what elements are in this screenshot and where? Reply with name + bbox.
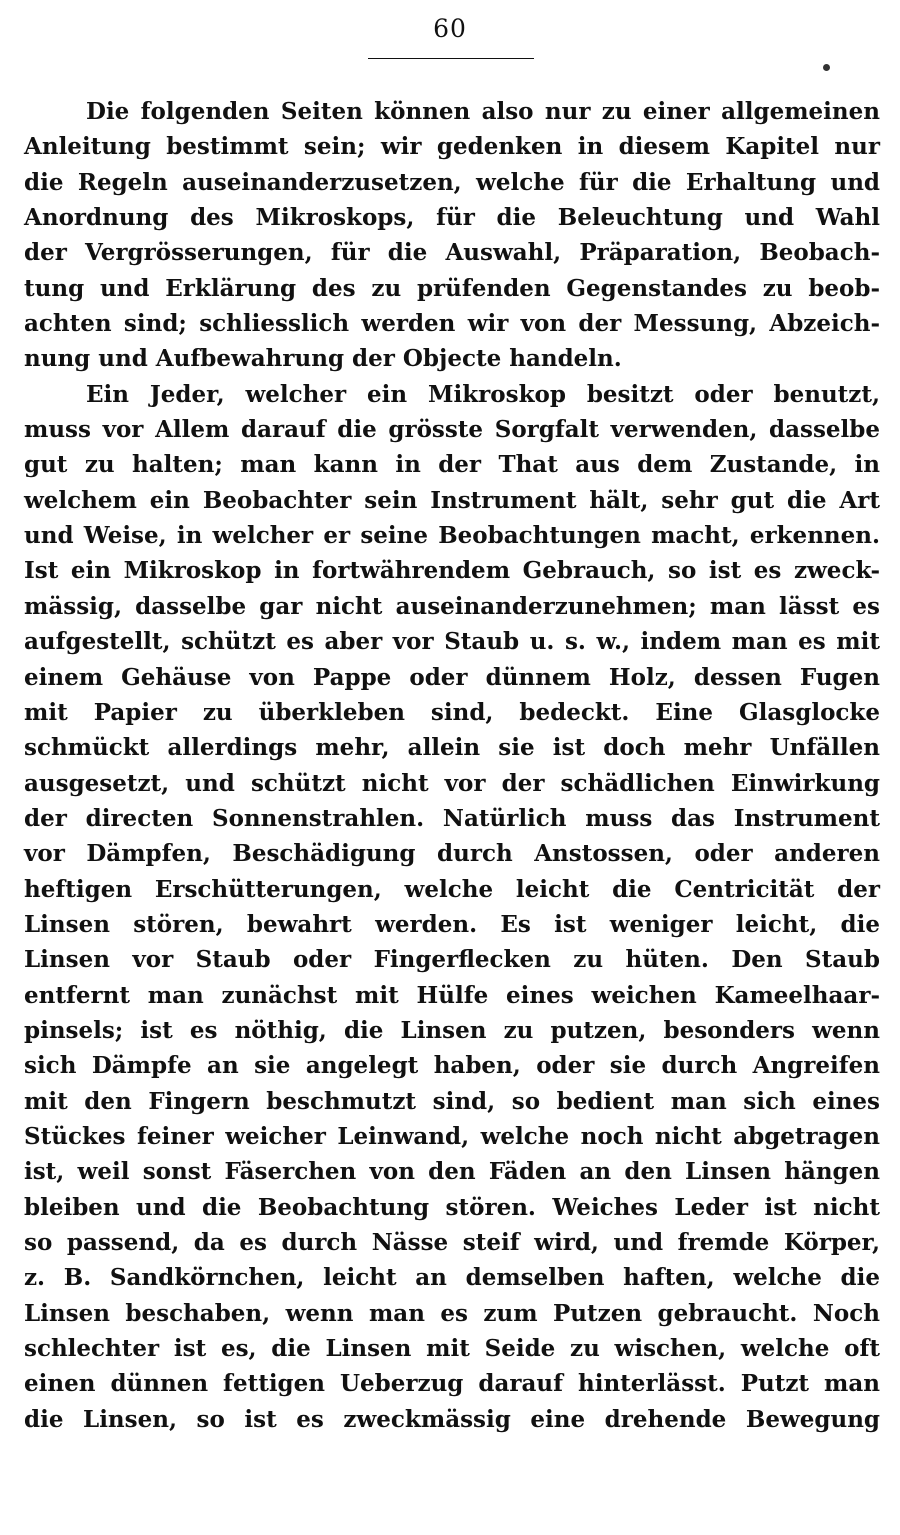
text-line: der directen Sonnenstrahlen. Natürlich muss das Instrument: [24, 804, 880, 832]
text-line: Anordnung des Mikroskops, für die Beleuchtung und Wahl: [24, 204, 880, 232]
text-line: nung und Aufbewahrung der Objecte handeln.: [24, 345, 622, 373]
text-line: bleiben und die Beobachtung stören. Weiches Leder ist nicht: [24, 1193, 880, 1221]
text-line: Linsen stören, bewahrt werden. Es ist weniger leicht, die: [24, 910, 880, 938]
text-line: welchem ein Beobachter sein Instrument hält, sehr gut die Art: [24, 486, 880, 514]
text-line: einen dünnen fettigen Ueberzug darauf hinterlässt. Putzt man: [24, 1370, 880, 1398]
text-line: heftigen Erschütterungen, welche leicht die Centricität der: [24, 875, 880, 903]
text-line: aufgestellt, schützt es aber vor Staub u. s. w., indem man es mit: [24, 628, 880, 656]
body-text: [24, 94, 880, 1437]
text-line: ausgesetzt, und schützt nicht vor der schädlichen Einwirkung: [24, 769, 880, 797]
text-line: z. B. Sandkörnchen, leicht an demselben haften, welche die: [24, 1264, 880, 1292]
text-line: Ist ein Mikroskop in fortwährendem Gebrauch, so ist es zweck-: [24, 557, 880, 585]
page-number: 60: [433, 14, 467, 43]
text-line: Stückes feiner weicher Leinwand, welche noch nicht abgetragen: [24, 1122, 880, 1150]
text-line: Linsen vor Staub oder Fingerflecken zu hüten. Den Staub: [24, 946, 880, 974]
header-rule: [368, 58, 534, 59]
text-line: pinsels; ist es nöthig, die Linsen zu putzen, besonders wenn: [24, 1016, 880, 1044]
text-line: Die folgenden Seiten können also nur zu einer allgemeinen: [86, 98, 880, 125]
text-line: entfernt man zunächst mit Hülfe eines weichen Kameelhaar-: [24, 981, 880, 1009]
text-line: und Weise, in welcher er seine Beobachtungen macht, erkennen.: [24, 522, 880, 550]
text-line: mässig, dasselbe gar nicht auseinanderzunehmen; man lässt es: [24, 592, 880, 620]
text-line: schlechter ist es, die Linsen mit Seide zu wischen, welche oft: [24, 1335, 880, 1363]
text-line: ist, weil sonst Fäserchen von den Fäden an den Linsen hängen: [24, 1158, 880, 1186]
text-line: einem Gehäuse von Pappe oder dünnem Holz, dessen Fugen: [24, 663, 880, 691]
text-line: so passend, da es durch Nässe steif wird, und fremde Körper,: [24, 1229, 880, 1256]
text-line: tung und Erklärung des zu prüfenden Gegenstandes zu beob-: [24, 274, 880, 302]
text-line: Ein Jeder, welcher ein Mikroskop besitzt oder benutzt,: [86, 380, 880, 408]
text-line: sich Dämpfe an sie angelegt haben, oder sie durch Angreifen: [24, 1052, 880, 1080]
ink-speck: [823, 64, 830, 71]
text-line: Linsen beschaben, wenn man es zum Putzen gebraucht. Noch: [24, 1299, 880, 1327]
text-line: mit Papier zu überkleben sind, bedeckt. Eine Glasglocke: [24, 698, 880, 726]
text-line: mit den Fingern beschmutzt sind, so bedient man sich eines: [24, 1087, 880, 1115]
text-line: der Vergrösserungen, für die Auswahl, Präparation, Beobach-: [24, 239, 880, 267]
text-line: schmückt allerdings mehr, allein sie ist doch mehr Unfällen: [24, 734, 880, 762]
text-line: achten sind; schliesslich werden wir von der Messung, Abzeich-: [24, 310, 880, 338]
text-line: die Regeln auseinanderzusetzen, welche für die Erhaltung und: [24, 168, 880, 196]
text-line: die Linsen, so ist es zweckmässig eine drehende Bewegung: [24, 1405, 880, 1433]
text-line: muss vor Allem darauf die grösste Sorgfalt verwenden, dasselbe: [24, 416, 880, 444]
text-line: vor Dämpfen, Beschädigung durch Anstossen, oder anderen: [24, 840, 880, 868]
text-line: Anleitung bestimmt sein; wir gedenken in diesem Kapitel nur: [24, 133, 880, 161]
text-line: gut zu halten; man kann in der That aus dem Zustande, in: [24, 451, 880, 479]
